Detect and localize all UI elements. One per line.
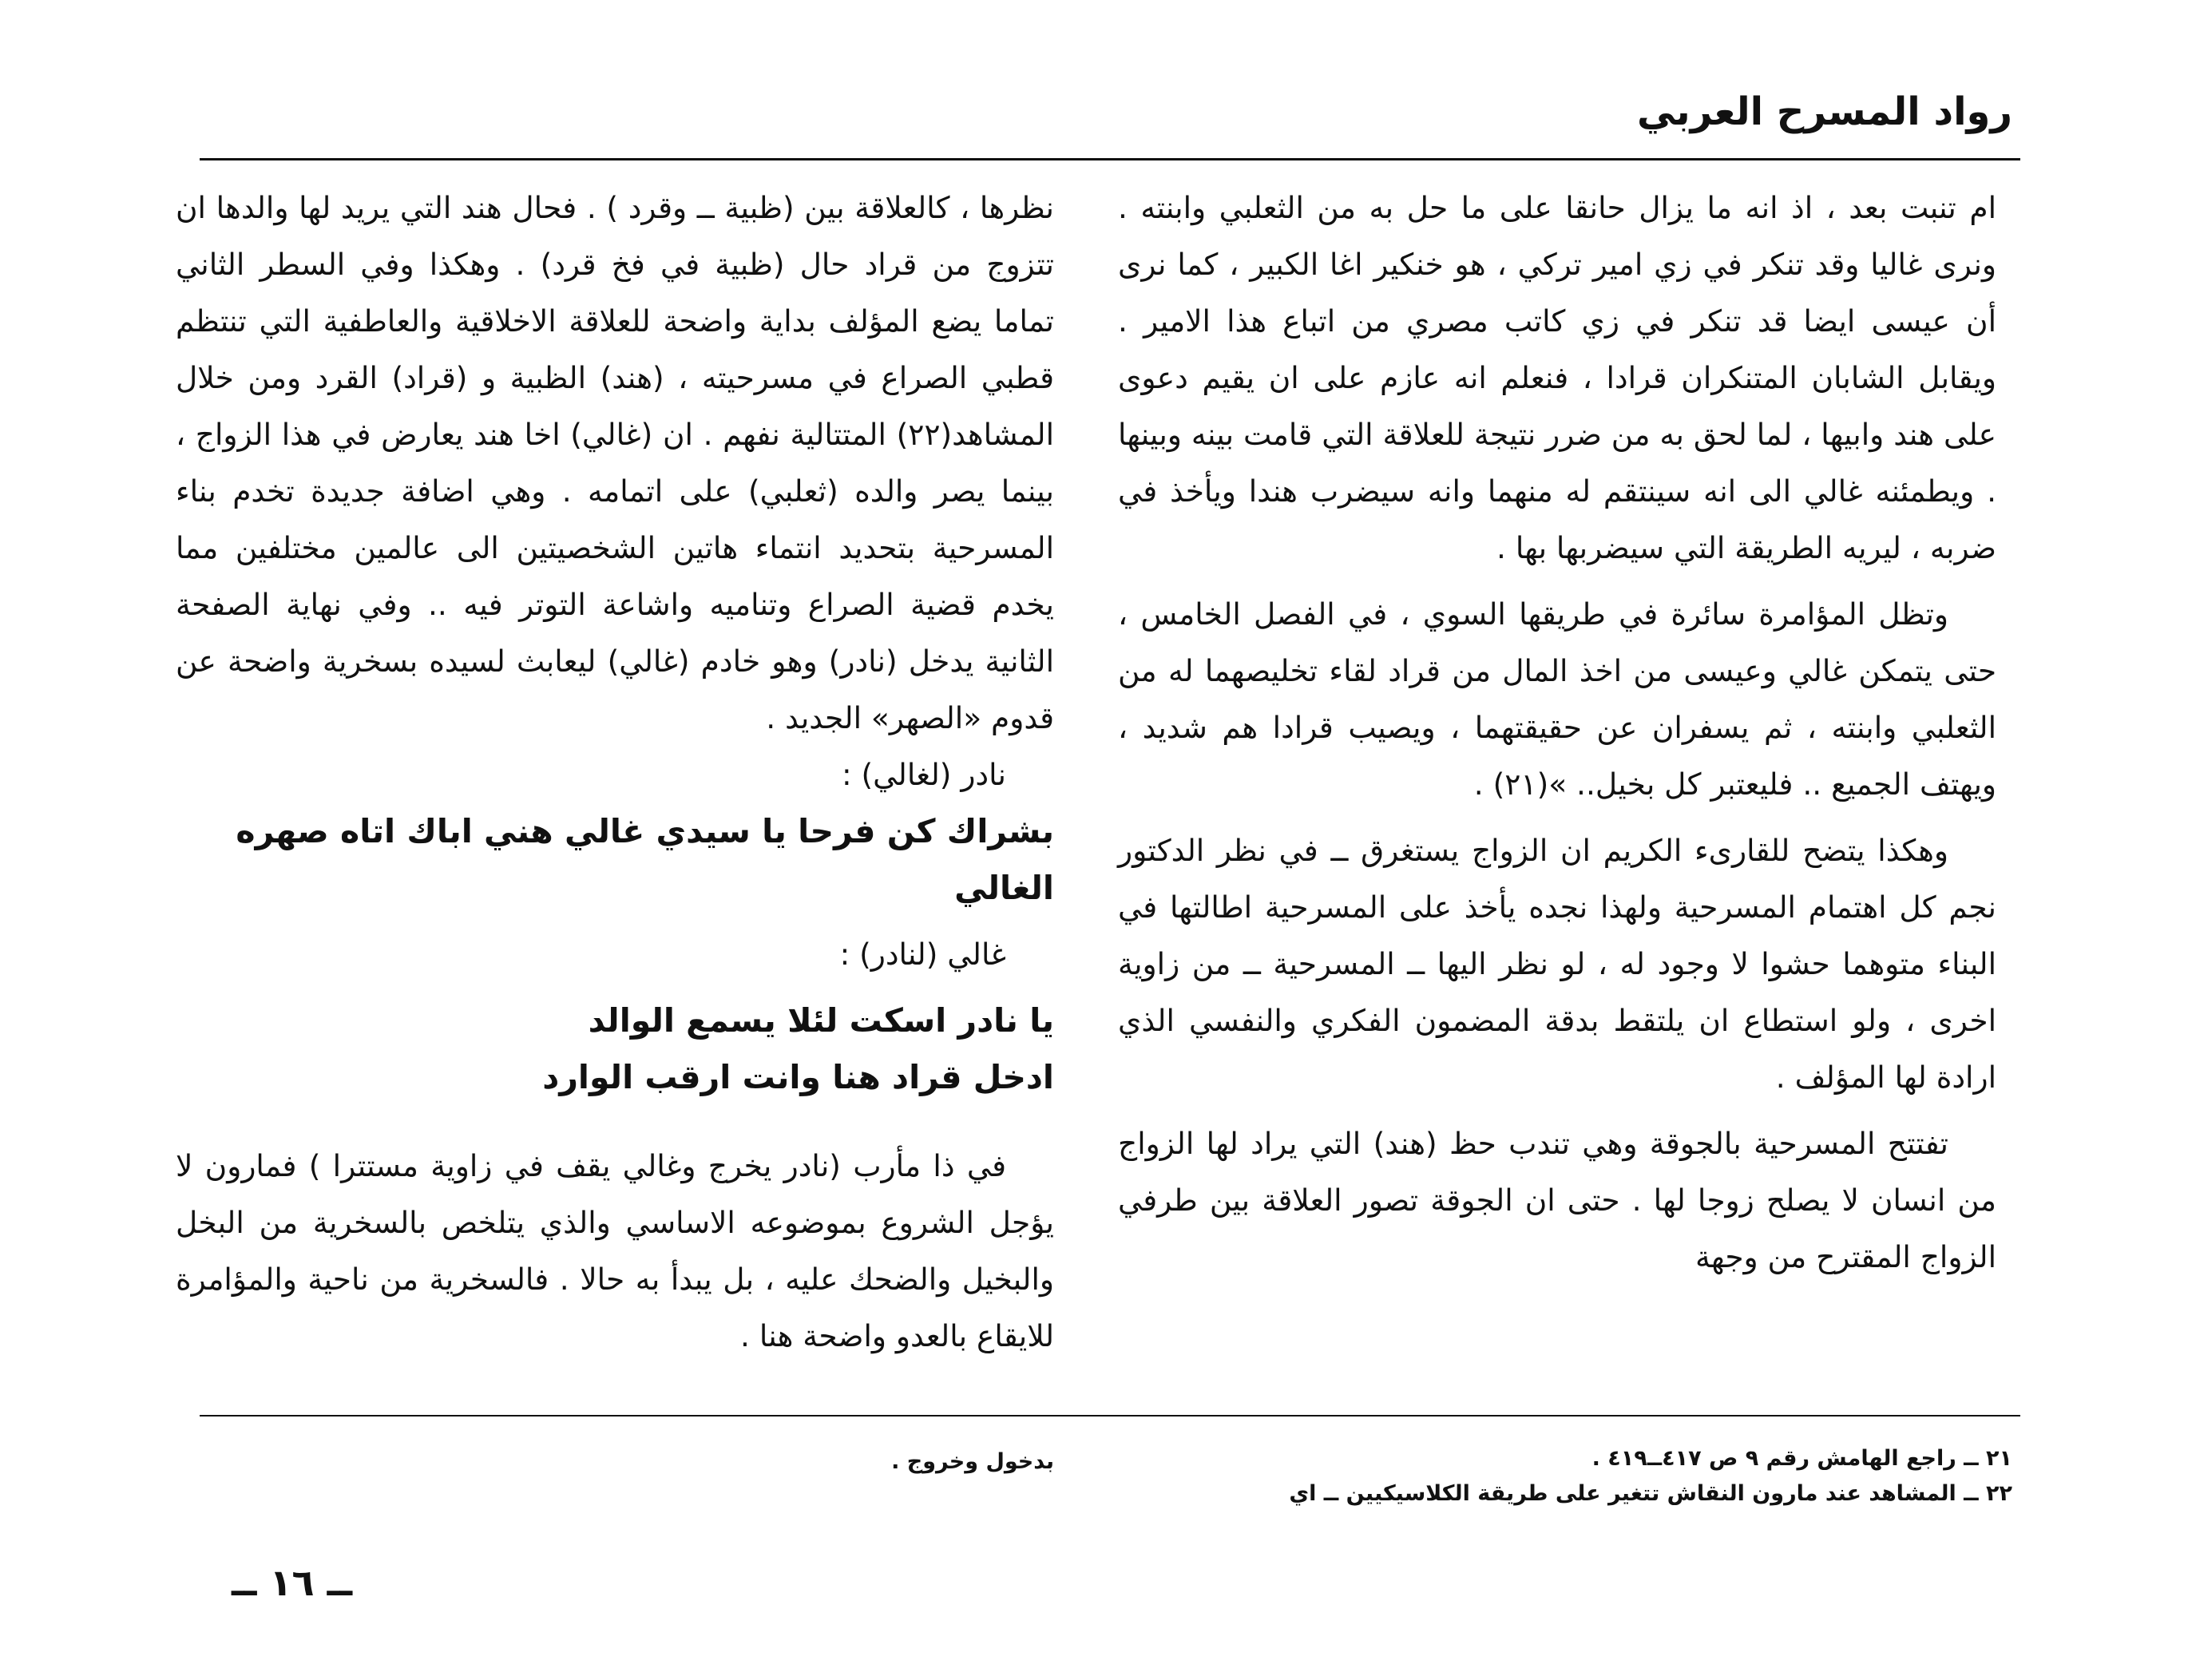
verse-line-2b: ادخل قراد هنا وانت ارقب الوارد (542, 1058, 1054, 1096)
header-rule (200, 158, 2020, 160)
right-paragraph-3-text: وهكذا يتضح للقارىء الكريم ان الزواج يستغرق ــ في نظر الدكتور نجم كل اهتمام المسرحية ولهذا نجده يأخذ على المسرحية اطالتها في البناء متوهما حشوا لا وجود له ، لو نظر اليها ــ المسرحية ــ من زاوية اخرى ، ولو استطاع ان يلتقط بدقة المضمون الفكري والنفسي الذي ارادة لها المؤلف . (1118, 833, 1996, 1095)
right-paragraph-4 (1118, 1115, 1996, 1286)
verse-line-2a: يا نادر اسكت لئلا يسمع الوالد (588, 1001, 1054, 1040)
footnote-21: ٢١ ــ راجع الهامش رقم ٩ ص ٤١٧ــ٤١٩ . (1591, 1446, 2012, 1471)
left-column (176, 180, 1054, 1365)
verse-line-1: بشراك كن فرحا يا سيدي غالي هني اباك اتاه صهره الغالي (236, 812, 1054, 907)
page-number: ــ ١٦ ــ (232, 1561, 353, 1604)
footnotes (1054, 1441, 2012, 1512)
footnote-22: ٢٢ ــ المشاهد عند مارون النقاش تتغير على طريقة الكلاسيكيين ــ اي (1289, 1481, 2012, 1506)
left-paragraph-2 (176, 1138, 1054, 1365)
right-column (1118, 180, 1996, 1286)
right-paragraph-2-text: وتظل المؤامرة سائرة في طريقها السوي ، في الفصل الخامس ، حتى يتمكن غالي وعيسى من اخذ المال من قراد لقاء تخليصهما له من الثعلبي وابنته ، ثم يسفران عن حقيقتهما ، ويصيب قرادا هم شديد ، ويهتف الجميع .. فليعتبر كل بخيل.. »(٢١) . (1118, 596, 1996, 802)
left-paragraph-2-text: في ذا مأرب (نادر يخرج وغالي يقف في زاوية مستترا ) فمارون لا يؤجل الشروع بموضوعه الاساسي والذي يتلخص بالسخرية من البخل والبخيل والضحك عليه ، بل يبدأ به حالا . فالسخرية من ناحية والمؤامرة للايقاع بالعدو واضحة هنا . (176, 1148, 1054, 1353)
right-paragraph-2 (1118, 586, 1996, 813)
speaker-line-2 (176, 926, 1054, 983)
running-title: رواد المسرح العربي (1637, 89, 2012, 134)
speaker-1-text: نادر (لغالي) : (841, 757, 1006, 792)
right-paragraph-3 (1118, 822, 1996, 1106)
left-paragraph-1: نظرها ، كالعلاقة بين (ظبية ــ وقرد ) . فحال هند التي يريد لها والدها ان تتزوج من قراد حال (ظبية في فخ قرد) . وهكذا وفي السطر الثاني تماما يضع المؤلف بداية واضحة للعلاقة الاخلاقية والعاطفية التي تنتظم قطبي الصراع في مسرحيته ، (هند) الظبية و (قراد) القرد ومن خلال المشاهد(٢٢) المتتالية نفهم . ان (غالي) اخا هند يعارض في هذا الزواج ، بينما يصر والده (ثعلبي) على اتمامه . وهي اضافة جديدة تخدم بناء المسرحية بتحديد انتماء هاتين الشخصيتين الى عالمين مختلفين مما يخدم قضية الصراع وتناميه واشاعة التوتر فيه .. وفي نهاية الصفحة الثانية يدخل (نادر) وهو خادم (غالي) ليعابث لسيده بسخرية واضحة عن قدوم «الصهر» الجديد . (176, 190, 1054, 735)
footnote-rule (200, 1415, 2020, 1417)
speaker-line-1 (176, 747, 1054, 803)
right-paragraph-1: ام تنبت بعد ، اذ انه ما يزال حانقا على ما حل به من الثعلبي وابنته . ونرى غاليا وقد تنكر في زي امير تركي ، هو خنكير اغا الكبير ، كما نرى أن عيسى ايضا قد تنكر في زي كاتب مصري من اتباع هذا الامير . ويقابل الشابان المتنكران قرادا ، فنعلم انه عازم على ان يقيم دعوى على هند وابيها ، لما لحق به من ضرر نتيجة للعلاقة التي قامت بينه وبينها . ويطمئنه غالي الى انه سينتقم له منهما وانه سيضرب هندا ويأخذ في ضربه ، ليريه الطريقة التي سيضربها بها . (1118, 190, 1996, 565)
speaker-2-text: غالي (لنادر) : (839, 937, 1006, 972)
right-paragraph-4-text: تفتتح المسرحية بالجوقة وهي تندب حظ (هند) التي يراد لها الزواج من انسان لا يصلح زوجا لها . حتى ان الجوقة تصور العلاقة بين طرفي الزواج المقترح من وجهة (1118, 1126, 1996, 1274)
footnote-22-continued: بدخول وخروج . (891, 1449, 1054, 1474)
